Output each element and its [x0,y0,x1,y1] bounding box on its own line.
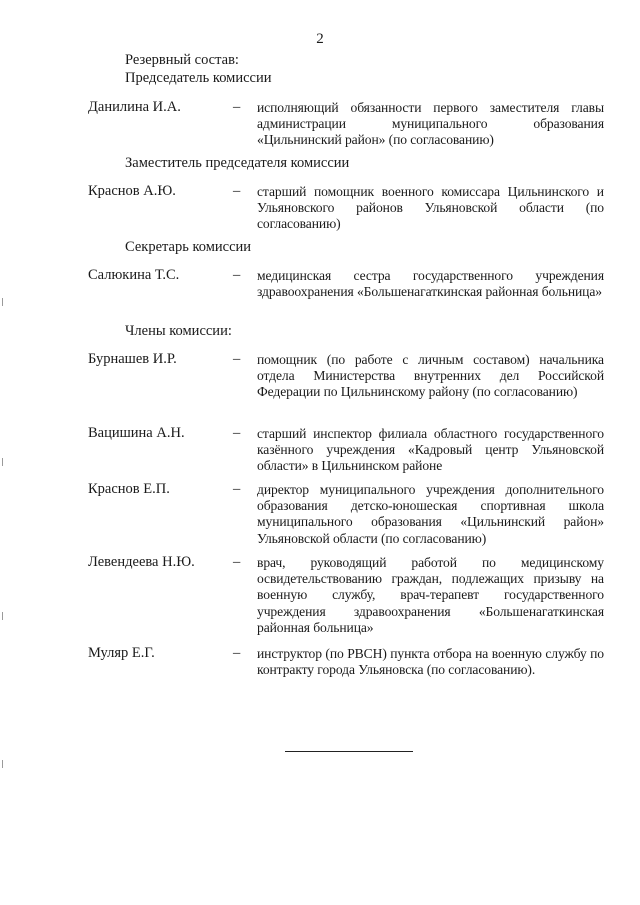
scan-artifact [2,458,3,466]
dash-separator: – [233,645,241,661]
closing-line [285,751,413,752]
dash-separator: – [233,183,241,199]
member-description: помощник (по работе с личным составом) начальника отдела Министерства внутренних дел Российской Федерации по Цильнинскому району (по согласованию) [257,352,604,400]
member-name: Краснов Е.П. [88,481,170,497]
member-name: Муляр Е.Г. [88,645,155,661]
dash-separator: – [233,481,241,497]
member-description: медицинская сестра государственного учреждения здравоохранения «Большенагаткинская районная больница» [257,268,604,300]
member-description: исполняющий обязанности первого заместителя главы администрации муниципального образования «Цильнинский район» (по согласованию) [257,100,604,148]
section-heading-chair: Председатель комиссии [125,70,272,86]
member-name: Бурнашев И.Р. [88,351,177,367]
member-description: старший помощник военного комиссара Цильнинского и Ульяновского районов Ульяновской области (по согласованию) [257,184,604,232]
scan-artifact [2,612,3,620]
scan-artifact [2,298,3,306]
page-number: 2 [316,31,324,47]
member-description: старший инспектор филиала областного государственного казённого учреждения «Кадровый центр Ульяновской области» в Цильнинском районе [257,426,604,474]
member-description: врач, руководящий работой по медицинскому освидетельствованию граждан, подлежащих призыву на военную службу, врач-терапевт государственного учреждения здравоохранения «Большенагаткинская районная больница» [257,555,604,635]
member-name: Данилина И.А. [88,99,181,115]
dash-separator: – [233,267,241,283]
member-name: Вацишина А.Н. [88,425,185,441]
member-name: Левендеева Н.Ю. [88,554,195,570]
scan-artifact [2,760,3,768]
dash-separator: – [233,425,241,441]
section-heading-secretary: Секретарь комиссии [125,239,252,255]
reserve-heading: Резервный состав: [125,52,239,68]
dash-separator: – [233,554,241,570]
section-heading-members: Члены комиссии: [125,323,232,339]
section-heading-deputy: Заместитель председателя комиссии [125,155,350,171]
member-name: Краснов А.Ю. [88,183,176,199]
dash-separator: – [233,351,241,367]
member-name: Салюкина Т.С. [88,267,180,283]
member-description: директор муниципального учреждения дополнительного образования детско-юношеская спортивная школа муниципального образования «Цильнинский район» Ульяновской области (по согласованию) [257,482,604,546]
member-description: инструктор (по РВСН) пункта отбора на военную службу по контракту города Ульяновска (по согласованию). [257,646,604,678]
dash-separator: – [233,99,241,115]
